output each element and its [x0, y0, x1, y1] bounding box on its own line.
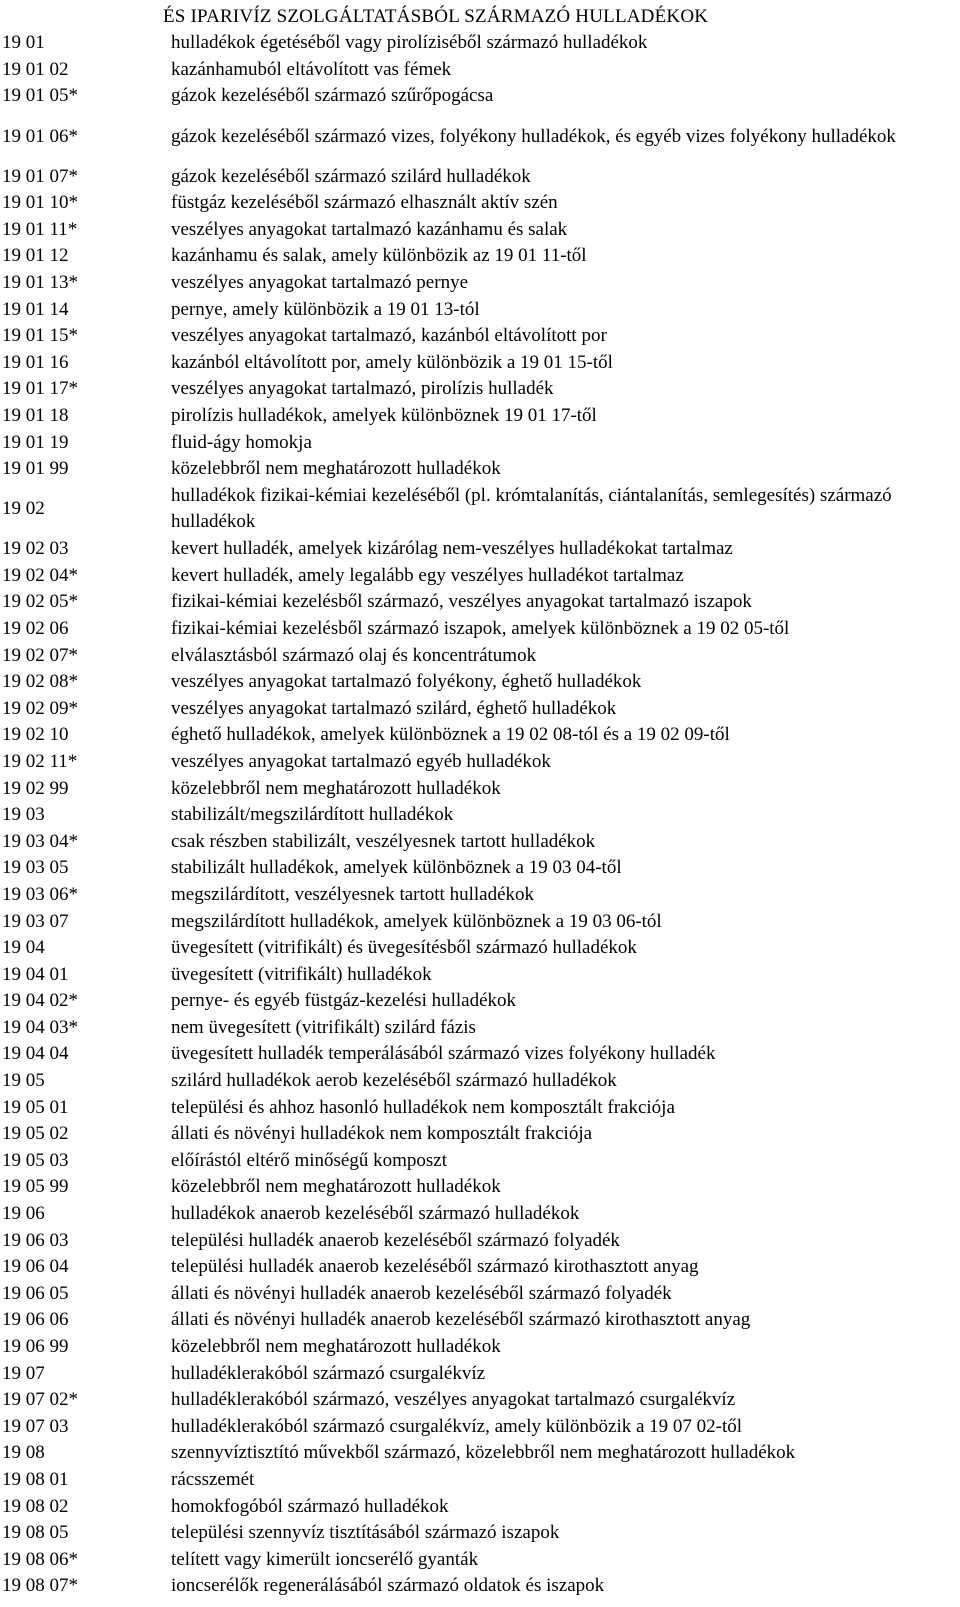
waste-code: 19 08 01 — [2, 1468, 69, 1490]
waste-code-row — [0, 1254, 960, 1281]
waste-code: 19 03 — [2, 804, 45, 826]
waste-code: 19 03 06* — [2, 883, 78, 905]
waste-code-row — [0, 323, 960, 350]
waste-code-row — [0, 882, 960, 909]
waste-code-row — [0, 961, 960, 988]
waste-code-row — [0, 1307, 960, 1334]
waste-code-row — [0, 349, 960, 376]
waste-description: kevert hulladék, amely legalább egy veszélyes hulladékot tartalmaz — [171, 564, 684, 586]
waste-code: 19 03 07 — [2, 910, 69, 932]
waste-code-row — [0, 1174, 960, 1201]
waste-description: szilárd hulladékok aerob kezeléséből származó hulladékok — [171, 1070, 617, 1092]
waste-code: 19 04 04 — [2, 1043, 69, 1065]
waste-code: 19 02 08* — [2, 671, 78, 693]
waste-code: 19 01 13* — [2, 271, 78, 293]
waste-code: 19 02 04* — [2, 564, 78, 586]
waste-code: 19 01 10* — [2, 192, 78, 214]
waste-code-row — [0, 110, 960, 164]
waste-description: pernye- és egyéb füstgáz-kezelési hulladékok — [171, 990, 517, 1012]
waste-code-row — [0, 828, 960, 855]
waste-code: 19 01 14 — [2, 298, 69, 320]
waste-description: gázok kezeléséből származó szilárd hulladékok — [171, 165, 531, 187]
waste-code: 19 01 18 — [2, 404, 69, 426]
waste-code: 19 02 11* — [2, 750, 78, 772]
waste-description: pirolízis hulladékok, amelyek különböznek 19 01 17-től — [171, 404, 597, 426]
waste-code-row — [0, 1068, 960, 1095]
waste-code: 19 01 07* — [2, 165, 78, 187]
waste-description: hulladékok égetéséből vagy pirolíziséből származó hulladékok — [171, 32, 648, 54]
waste-code: 19 04 01 — [2, 963, 69, 985]
waste-code-row — [0, 243, 960, 270]
waste-code: 19 05 99 — [2, 1176, 69, 1198]
waste-code-row — [0, 403, 960, 430]
waste-code-row — [0, 855, 960, 882]
waste-code: 19 02 99 — [2, 777, 69, 799]
waste-description: gázok kezeléséből származó vizes, folyékony hulladékok, és egyéb vizes folyékony hulladékok — [171, 125, 896, 147]
waste-code-row — [0, 1520, 960, 1547]
waste-code-row — [0, 1201, 960, 1228]
waste-code: 19 08 — [2, 1442, 45, 1464]
waste-code: 19 06 03 — [2, 1229, 69, 1251]
waste-description: kazánhamu és salak, amely különbözik az 19 01 11-től — [171, 245, 587, 267]
waste-code: 19 06 04 — [2, 1256, 69, 1278]
waste-code-row — [0, 1387, 960, 1414]
waste-code-row — [0, 1148, 960, 1175]
waste-code-row — [0, 30, 960, 57]
waste-code-row — [0, 563, 960, 590]
waste-code: 19 04 03* — [2, 1016, 78, 1038]
waste-description: üvegesített (vitrifikált) hulladékok — [171, 963, 432, 985]
waste-description: kevert hulladék, amelyek kizárólag nem-veszélyes hulladékokat tartalmaz — [171, 538, 733, 560]
waste-description: stabilizált hulladékok, amelyek különböznek a 19 03 04-től — [171, 857, 622, 879]
waste-code: 19 01 11* — [2, 218, 78, 240]
waste-code-row — [0, 1094, 960, 1121]
waste-code-row — [0, 775, 960, 802]
waste-description: csak részben stabilizált, veszélyesnek tartott hulladékok — [171, 830, 596, 852]
waste-description: ioncserélők regenerálásából származó oldatok és iszapok — [171, 1575, 605, 1597]
waste-code: 19 06 06 — [2, 1309, 69, 1331]
waste-code: 19 08 06* — [2, 1548, 78, 1570]
waste-code-row — [0, 1573, 960, 1600]
waste-description: hulladékok fizikai-kémiai kezeléséből (pl. krómtalanítás, ciántalanítás, semlegesítés) származó hulladékok — [171, 485, 892, 533]
waste-description: megszilárdított, veszélyesnek tartott hulladékok — [171, 883, 535, 905]
waste-code-row — [0, 429, 960, 456]
waste-code-row — [0, 1414, 960, 1441]
waste-description: veszélyes anyagokat tartalmazó pernye — [171, 271, 468, 293]
waste-code-row — [0, 163, 960, 190]
waste-code-row — [0, 216, 960, 243]
waste-code-row — [0, 190, 960, 217]
waste-description: állati és növényi hulladék anaerob kezeléséből származó folyadék — [171, 1282, 672, 1304]
waste-code-row — [0, 589, 960, 616]
waste-description: telített vagy kimerült ioncserélő gyanták — [171, 1548, 479, 1570]
waste-description: pernye, amely különbözik a 19 01 13-tól — [171, 298, 480, 320]
waste-description: veszélyes anyagokat tartalmazó kazánhamu és salak — [171, 218, 568, 240]
waste-description: nem üvegesített (vitrifikált) szilárd fázis — [171, 1016, 476, 1038]
waste-description: közelebbről nem meghatározott hulladékok — [171, 458, 501, 480]
waste-code-row — [0, 296, 960, 323]
waste-code: 19 01 — [2, 32, 45, 54]
waste-description: éghető hulladékok, amelyek különböznek a 19 02 08-tól és a 19 02 09-től — [171, 724, 730, 746]
waste-code-row — [0, 1281, 960, 1308]
waste-code-row — [0, 1041, 960, 1068]
waste-code: 19 02 05* — [2, 591, 78, 613]
waste-code-row — [0, 1227, 960, 1254]
waste-code: 19 01 15* — [2, 325, 78, 347]
waste-description: gázok kezeléséből származó szűrőpogácsa — [171, 85, 494, 107]
waste-description: települési hulladék anaerob kezeléséből származó kirothasztott anyag — [171, 1256, 699, 1278]
waste-description: füstgáz kezeléséből származó elhasznált aktív szén — [171, 192, 558, 214]
waste-code: 19 07 02* — [2, 1389, 78, 1411]
waste-code-list — [0, 30, 960, 1600]
waste-code-row — [0, 669, 960, 696]
waste-description: fizikai-kémiai kezelésből származó iszapok, amelyek különböznek a 19 02 05-től — [171, 617, 790, 639]
waste-code: 19 07 — [2, 1362, 45, 1384]
waste-description: állati és növényi hulladékok nem komposztált frakciója — [171, 1123, 593, 1145]
waste-description: veszélyes anyagokat tartalmazó egyéb hulladékok — [171, 750, 551, 772]
waste-description: stabilizált/megszilárdított hulladékok — [171, 804, 454, 826]
waste-description: veszélyes anyagokat tartalmazó folyékony, éghető hulladékok — [171, 671, 642, 693]
waste-code-row — [0, 749, 960, 776]
waste-code: 19 05 02 — [2, 1123, 69, 1145]
waste-code: 19 01 99 — [2, 458, 69, 480]
waste-code: 19 04 — [2, 937, 45, 959]
waste-description: közelebbről nem meghatározott hulladékok — [171, 1336, 501, 1358]
waste-code-row — [0, 642, 960, 669]
waste-description: közelebbről nem meghatározott hulladékok — [171, 777, 501, 799]
waste-code: 19 01 19 — [2, 431, 69, 453]
waste-code: 19 03 04* — [2, 830, 78, 852]
waste-description: előírástól eltérő minőségű komposzt — [171, 1149, 447, 1171]
waste-code-row — [0, 482, 960, 536]
waste-code-row — [0, 695, 960, 722]
section-heading: ÉS IPARIVÍZ SZOLGÁLTATÁSBÓL SZÁRMAZÓ HULLADÉKOK — [163, 6, 709, 27]
waste-code: 19 08 07* — [2, 1575, 78, 1597]
waste-code: 19 02 03 — [2, 538, 69, 560]
waste-description: homokfogóból származó hulladékok — [171, 1495, 449, 1517]
waste-code: 19 05 — [2, 1070, 45, 1092]
waste-code: 19 08 05 — [2, 1522, 69, 1544]
waste-description: hulladéklerakóból származó csurgalékvíz — [171, 1362, 486, 1384]
waste-code-row — [0, 1546, 960, 1573]
waste-code: 19 05 01 — [2, 1096, 69, 1118]
waste-code-row — [0, 536, 960, 563]
waste-code-row — [0, 1467, 960, 1494]
waste-code-row — [0, 376, 960, 403]
waste-description: rácsszemét — [171, 1468, 255, 1490]
waste-code: 19 04 02* — [2, 990, 78, 1012]
waste-description: települési és ahhoz hasonló hulladékok nem komposztált frakciója — [171, 1096, 675, 1118]
waste-code-row — [0, 1440, 960, 1467]
waste-description: üvegesített (vitrifikált) és üvegesítésből származó hulladékok — [171, 937, 637, 959]
waste-code: 19 01 05* — [2, 85, 78, 107]
waste-description: hulladéklerakóból származó, veszélyes anyagokat tartalmazó csurgalékvíz — [171, 1389, 736, 1411]
waste-code-row — [0, 83, 960, 110]
waste-code: 19 06 99 — [2, 1336, 69, 1358]
waste-description: kazánból eltávolított por, amely különbözik a 19 01 15-től — [171, 351, 613, 373]
waste-description: szennyvíztisztító művekből származó, közelebbről nem meghatározott hulladékok — [171, 1442, 796, 1464]
waste-description: megszilárdított hulladékok, amelyek különböznek a 19 03 06-tól — [171, 910, 662, 932]
waste-code: 19 02 09* — [2, 697, 78, 719]
waste-code-row — [0, 57, 960, 84]
waste-code-row — [0, 616, 960, 643]
waste-code-row — [0, 802, 960, 829]
waste-code-row — [0, 270, 960, 297]
waste-description: veszélyes anyagokat tartalmazó, kazánból eltávolított por — [171, 325, 607, 347]
waste-code-row — [0, 1121, 960, 1148]
waste-code: 19 06 05 — [2, 1282, 69, 1304]
waste-code: 19 01 06* — [2, 125, 78, 147]
waste-code: 19 01 16 — [2, 351, 69, 373]
waste-code-row — [0, 1493, 960, 1520]
waste-code: 19 05 03 — [2, 1149, 69, 1171]
waste-code-row — [0, 1360, 960, 1387]
waste-description: elválasztásból származó olaj és koncentrátumok — [171, 644, 537, 666]
waste-description: fluid-ágy homokja — [171, 431, 312, 453]
waste-code: 19 01 02 — [2, 58, 69, 80]
waste-code-row — [0, 1015, 960, 1042]
waste-description: állati és növényi hulladék anaerob kezeléséből származó kirothasztott anyag — [171, 1309, 751, 1331]
waste-code: 19 01 12 — [2, 245, 69, 267]
waste-code: 19 08 02 — [2, 1495, 69, 1517]
waste-code: 19 06 — [2, 1203, 45, 1225]
waste-code: 19 02 07* — [2, 644, 78, 666]
waste-code-row — [0, 722, 960, 749]
waste-description: veszélyes anyagokat tartalmazó, pirolízis hulladék — [171, 378, 554, 400]
waste-description: üvegesített hulladék temperálásából származó vizes folyékony hulladék — [171, 1043, 716, 1065]
waste-description: települési hulladék anaerob kezeléséből származó folyadék — [171, 1229, 620, 1251]
waste-description: veszélyes anyagokat tartalmazó szilárd, éghető hulladékok — [171, 697, 617, 719]
waste-description: települési szennyvíz tisztításából származó iszapok — [171, 1522, 560, 1544]
waste-code: 19 02 06 — [2, 617, 69, 639]
waste-code: 19 02 10 — [2, 724, 69, 746]
waste-description: fizikai-kémiai kezelésből származó, veszélyes anyagokat tartalmazó iszapok — [171, 591, 752, 613]
waste-code: 19 03 05 — [2, 857, 69, 879]
waste-description: hulladéklerakóból származó csurgalékvíz, amely különbözik a 19 07 02-től — [171, 1415, 743, 1437]
waste-code-row — [0, 908, 960, 935]
waste-code: 19 07 03 — [2, 1415, 69, 1437]
waste-code-row — [0, 456, 960, 483]
waste-code: 19 01 17* — [2, 378, 78, 400]
waste-description: közelebbről nem meghatározott hulladékok — [171, 1176, 501, 1198]
waste-code-row — [0, 935, 960, 962]
waste-description: kazánhamuból eltávolított vas fémek — [171, 58, 452, 80]
waste-code: 19 02 — [2, 498, 45, 520]
waste-description: hulladékok anaerob kezeléséből származó hulladékok — [171, 1203, 580, 1225]
waste-code-row — [0, 988, 960, 1015]
waste-code-row — [0, 1334, 960, 1361]
